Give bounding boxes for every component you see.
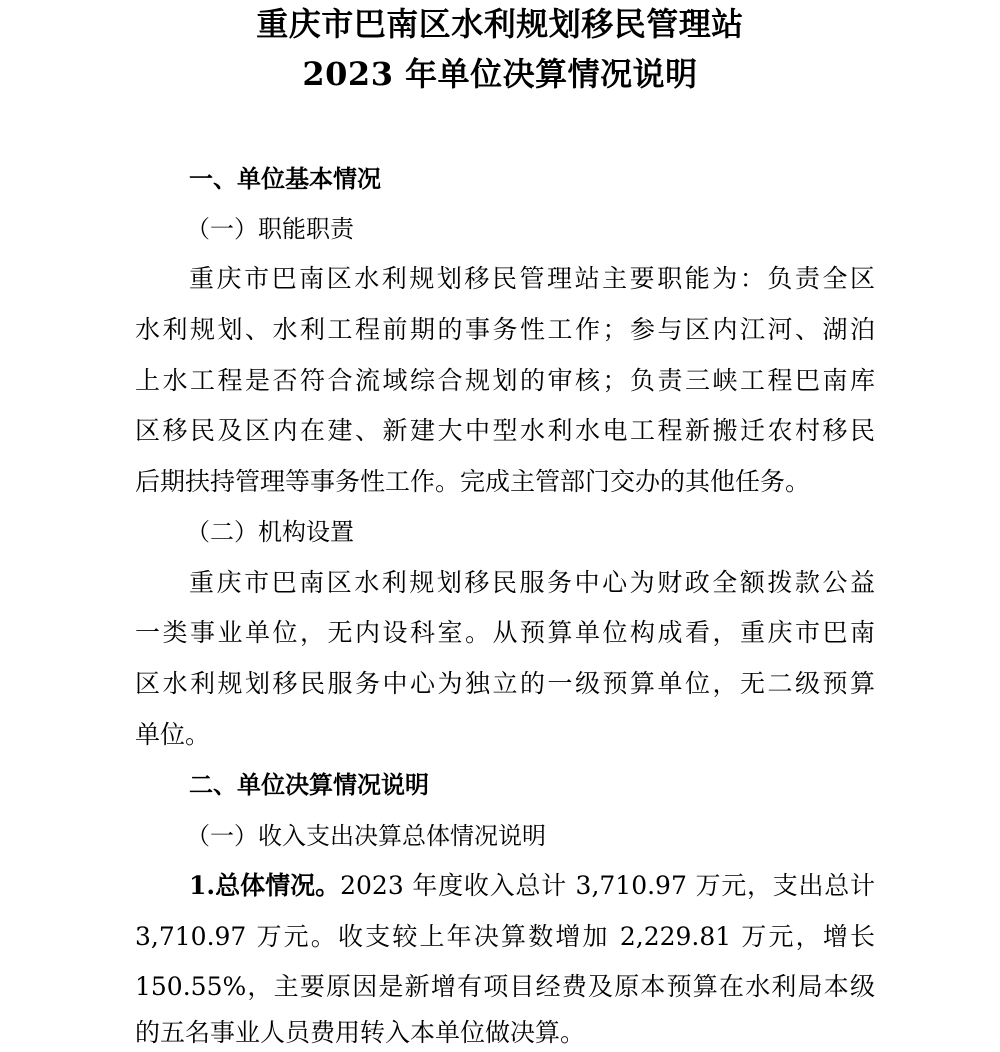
paragraph-line: 重庆市巴南区水利规划移民服务中心为财政全额拨款公益 (189, 568, 875, 597)
paragraph-line-with-lead (189, 869, 875, 903)
paragraph-line-rest: 2023 年度收入总计 3,710.97 万元，支出总计 (340, 871, 875, 900)
subsection-heading-income-expenditure: （一）收入支出决算总体情况说明 (186, 822, 546, 850)
paragraph-line: 后期扶持管理等事务性工作。完成主管部门交办的其他任务。 (135, 467, 811, 496)
paragraph-line: 水利规划、水利工程前期的事务性工作；参与区内江河、湖泊 (135, 315, 875, 344)
section-heading-basic-info: 一、单位基本情况 (189, 165, 381, 193)
paragraph-line: 150.55%，主要原因是新增有项目经费及原本预算在水利局本级 (135, 972, 875, 1001)
document-title-line-2: 2023 年单位决算情况说明 (302, 55, 698, 93)
document-title-line-1: 重庆市巴南区水利规划移民管理站 (256, 5, 744, 43)
paragraph-line: 的五名事业人员费用转入本单位做决算。 (135, 1018, 586, 1047)
paragraph-line: 3,710.97 万元。收支较上年决算数增加 2,229.81 万元，增长 (135, 922, 875, 951)
paragraph-lead-bold: 1.总体情况。 (189, 871, 341, 900)
paragraph-line: 区移民及区内在建、新建大中型水利水电工程新搬迁农村移民 (135, 416, 875, 445)
section-heading-final-accounts: 二、单位决算情况说明 (189, 771, 429, 799)
paragraph-line: 一类事业单位，无内设科室。从预算单位构成看，重庆市巴南 (135, 618, 875, 647)
subsection-heading-organization: （二）机构设置 (186, 518, 354, 546)
paragraph-line: 单位。 (135, 720, 211, 749)
subsection-heading-functions: （一）职能职责 (186, 215, 354, 243)
paragraph-line: 区水利规划移民服务中心为独立的一级预算单位，无二级预算 (135, 669, 875, 698)
paragraph-line: 上水工程是否符合流域综合规划的审核；负责三峡工程巴南库 (135, 366, 875, 395)
paragraph-line: 重庆市巴南区水利规划移民管理站主要职能为：负责全区 (189, 264, 875, 293)
